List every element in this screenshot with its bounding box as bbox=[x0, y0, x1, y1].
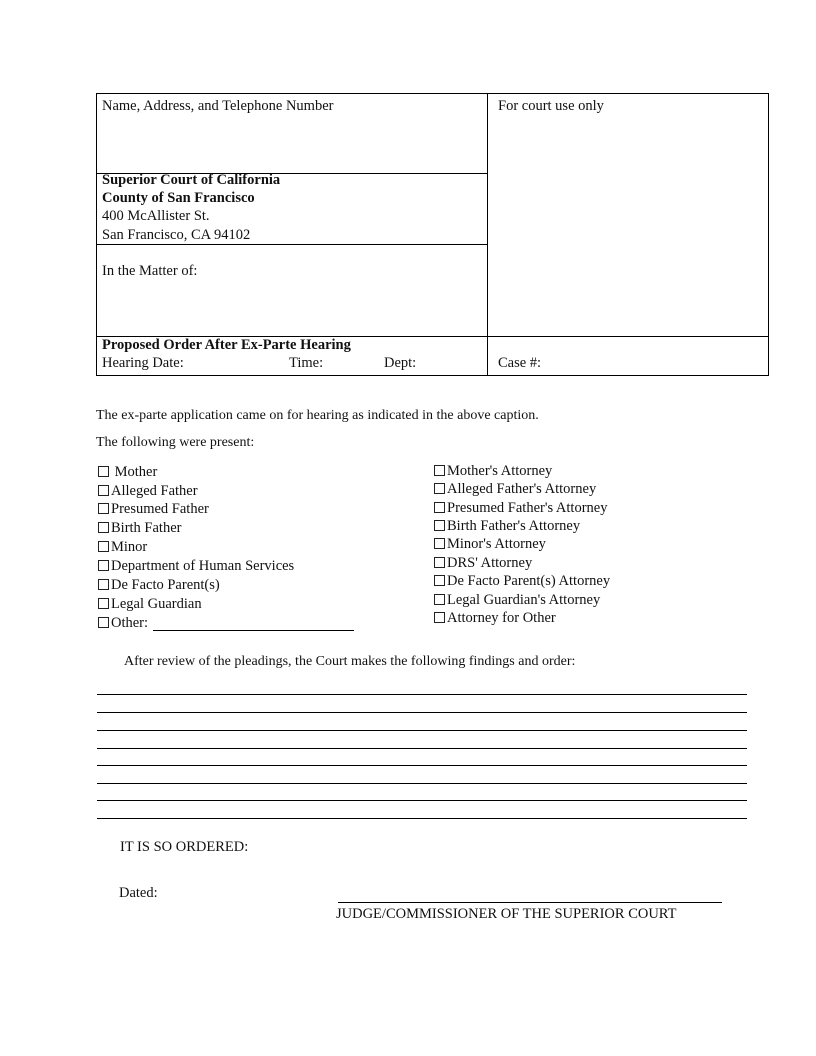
findings-line[interactable] bbox=[97, 730, 747, 731]
checkbox-icon[interactable] bbox=[434, 594, 445, 605]
party-label: Mother's Attorney bbox=[447, 463, 553, 479]
party-label: Legal Guardian's Attorney bbox=[447, 592, 601, 608]
checkbox-presumed-fathers-attorney[interactable] bbox=[434, 499, 607, 517]
party-label: Other: bbox=[111, 615, 149, 631]
checkbox-icon[interactable] bbox=[434, 612, 445, 623]
checkbox-icon[interactable] bbox=[434, 538, 445, 549]
court-name-line-2: County of San Francisco bbox=[102, 190, 255, 206]
party-label: Minor's Attorney bbox=[447, 536, 546, 552]
checkbox-legal-guardians-attorney[interactable] bbox=[434, 591, 600, 609]
findings-line[interactable] bbox=[97, 818, 747, 819]
findings-line[interactable] bbox=[97, 712, 747, 713]
checkbox-minor[interactable] bbox=[98, 538, 147, 556]
checkbox-icon[interactable] bbox=[434, 557, 445, 568]
present-text: The following were present: bbox=[96, 435, 255, 450]
signature-line[interactable] bbox=[338, 902, 722, 903]
party-label: Attorney for Other bbox=[447, 610, 556, 626]
checkbox-department-human-services[interactable] bbox=[98, 557, 294, 575]
checkbox-alleged-father[interactable] bbox=[98, 482, 198, 500]
time-label: Time: bbox=[289, 355, 324, 371]
party-label: Minor bbox=[111, 539, 148, 555]
hearing-date-label: Hearing Date: bbox=[102, 355, 184, 371]
caption-divider-2 bbox=[96, 244, 488, 245]
court-name-line-1: Superior Court of California bbox=[102, 172, 281, 188]
checkbox-presumed-father[interactable] bbox=[98, 500, 209, 518]
checkbox-icon[interactable] bbox=[434, 483, 445, 494]
matter-label: In the Matter of: bbox=[102, 263, 198, 279]
court-address-line-2: San Francisco, CA 94102 bbox=[102, 227, 251, 243]
checkbox-alleged-fathers-attorney[interactable] bbox=[434, 480, 596, 498]
checkbox-de-facto-parent-attorney[interactable] bbox=[434, 572, 610, 590]
dated-label: Dated: bbox=[119, 885, 158, 901]
court-use-label: For court use only bbox=[498, 98, 604, 114]
checkbox-attorney-for-other[interactable] bbox=[434, 609, 556, 627]
party-label: Mother bbox=[114, 464, 158, 480]
review-text: After review of the pleadings, the Court makes the following findings and order: bbox=[124, 654, 576, 669]
party-label: Alleged Father's Attorney bbox=[447, 481, 597, 497]
findings-line[interactable] bbox=[97, 765, 747, 766]
checkbox-icon[interactable] bbox=[98, 560, 109, 571]
party-label: Birth Father's Attorney bbox=[447, 518, 581, 534]
checkbox-mother[interactable] bbox=[98, 463, 157, 481]
party-label: Department of Human Services bbox=[111, 558, 295, 574]
checkbox-birth-fathers-attorney[interactable] bbox=[434, 517, 580, 535]
party-label: Alleged Father bbox=[111, 483, 198, 499]
caption-divider-vertical bbox=[487, 93, 488, 376]
checkbox-legal-guardian[interactable] bbox=[98, 595, 202, 613]
findings-line[interactable] bbox=[97, 748, 747, 749]
name-address-label: Name, Address, and Telephone Number bbox=[102, 98, 334, 114]
checkbox-birth-father[interactable] bbox=[98, 519, 181, 537]
checkbox-de-facto-parent[interactable] bbox=[98, 576, 220, 594]
checkbox-mothers-attorney[interactable] bbox=[434, 462, 552, 480]
intro-text: The ex-parte application came on for hearing as indicated in the above caption. bbox=[96, 408, 539, 423]
order-title: Proposed Order After Ex-Parte Hearing bbox=[102, 337, 351, 353]
so-ordered-text: IT IS SO ORDERED: bbox=[120, 839, 249, 855]
checkbox-icon[interactable] bbox=[98, 598, 109, 609]
checkbox-icon[interactable] bbox=[98, 579, 109, 590]
dept-label: Dept: bbox=[384, 355, 417, 371]
checkbox-icon[interactable] bbox=[434, 502, 445, 513]
party-label: DRS' Attorney bbox=[447, 555, 533, 571]
checkbox-icon[interactable] bbox=[98, 522, 109, 533]
party-label: Legal Guardian bbox=[111, 596, 202, 612]
findings-line[interactable] bbox=[97, 694, 747, 695]
checkbox-other[interactable] bbox=[98, 614, 148, 632]
checkbox-drs-attorney[interactable] bbox=[434, 554, 532, 572]
party-label: De Facto Parent(s) bbox=[111, 577, 220, 593]
party-label: Presumed Father bbox=[111, 501, 209, 517]
findings-line[interactable] bbox=[97, 783, 747, 784]
signature-label: JUDGE/COMMISSIONER OF THE SUPERIOR COURT bbox=[336, 906, 677, 922]
case-number-label: Case #: bbox=[498, 355, 542, 371]
checkbox-icon[interactable] bbox=[434, 575, 445, 586]
checkbox-icon[interactable] bbox=[98, 466, 109, 477]
party-label: Birth Father bbox=[111, 520, 182, 536]
party-label: De Facto Parent(s) Attorney bbox=[447, 573, 611, 589]
findings-line[interactable] bbox=[97, 800, 747, 801]
checkbox-icon[interactable] bbox=[98, 541, 109, 552]
party-label: Presumed Father's Attorney bbox=[447, 500, 608, 516]
checkbox-icon[interactable] bbox=[98, 617, 109, 628]
other-fill-line[interactable] bbox=[153, 630, 354, 631]
checkbox-icon[interactable] bbox=[434, 465, 445, 476]
court-address-line-1: 400 McAllister St. bbox=[102, 208, 210, 224]
checkbox-icon[interactable] bbox=[98, 503, 109, 514]
checkbox-minors-attorney[interactable] bbox=[434, 535, 546, 553]
checkbox-icon[interactable] bbox=[98, 485, 109, 496]
checkbox-icon[interactable] bbox=[434, 520, 445, 531]
